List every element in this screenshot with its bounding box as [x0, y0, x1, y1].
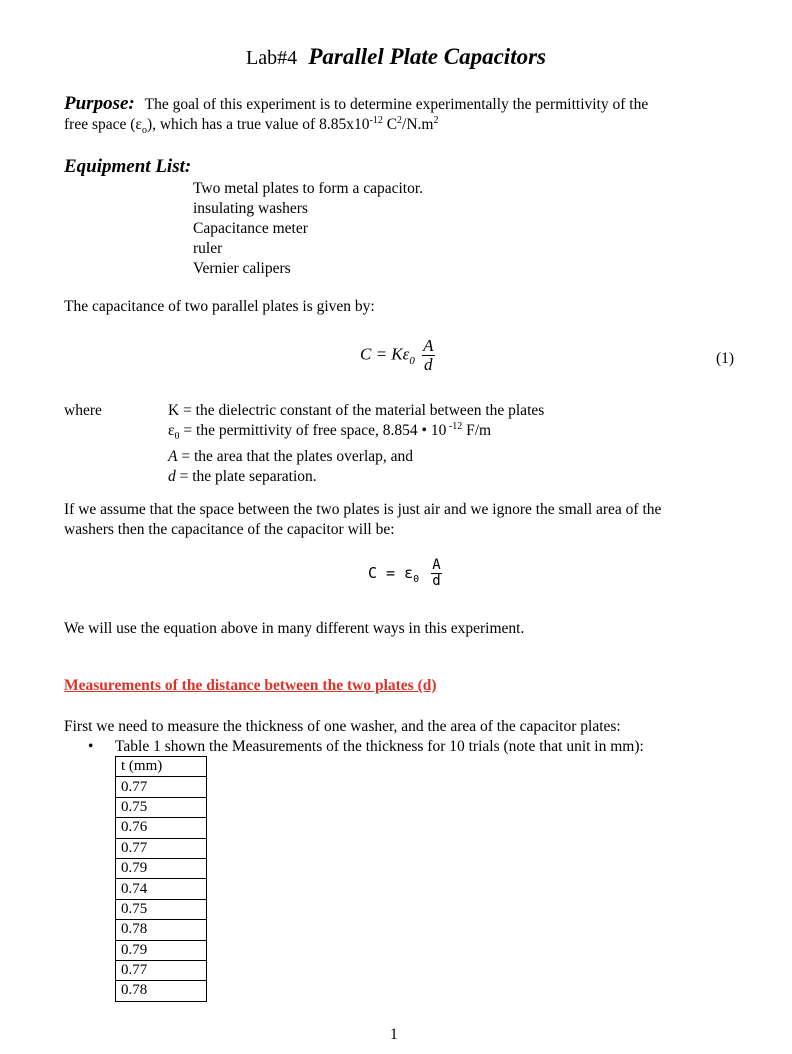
equipment-list: [193, 179, 423, 279]
thickness-table: [115, 756, 207, 1002]
table-row: [116, 899, 207, 919]
equation-number: (1): [716, 350, 735, 367]
table-header-cell: t (mm): [116, 757, 207, 777]
equipment-heading: Equipment List:: [64, 156, 192, 177]
definition-k: K = the dielectric constant of the material between the plates: [168, 402, 545, 419]
page-number: 1: [390, 1026, 398, 1043]
bullet-item: • Table 1 shown the Measurements of the thickness for 10 trials (note that unit in mm):: [88, 738, 644, 755]
table-cell: 0.76: [116, 818, 207, 838]
table-cell: 0.75: [116, 899, 207, 919]
definition-a: A = the area that the plates overlap, and: [168, 448, 414, 466]
equation-1: $C = K\varepsilon_0$ $\frac{A}{d}$: [360, 336, 434, 374]
assumption-paragraph: If we assume that the space between the two plates is just air and we ignore the small area of the washers then the capacitance of the capacitor will be:: [64, 501, 662, 538]
section-heading: Measurements of the distance between the two plates (d): [64, 677, 437, 694]
variable-definitions: [168, 401, 544, 487]
equipment-item: ruler: [193, 240, 223, 257]
purpose-line-2: free space $(\varepsilon_o)$, which has a true value of $8.85x10^{-12}$ $C^2/N.m^2$: [64, 114, 439, 137]
table-row: [116, 960, 207, 980]
purpose-line-1: The goal of this experiment is to determine experimentally the permittivity of the: [144, 96, 649, 113]
definition-d: d = the plate separation.: [168, 468, 317, 486]
lab-title: Parallel Plate Capacitors: [308, 44, 546, 69]
denominator: d: [432, 573, 441, 589]
definition-epsilon: $\varepsilon_0$ = the permittivity of free space, 8.854 • 10 $^{-12}$ F/m: [168, 420, 492, 443]
fraction: [431, 558, 441, 589]
table-row: [116, 777, 207, 797]
equipment-item: Vernier calipers: [193, 260, 291, 277]
table-cell: 0.79: [116, 940, 207, 960]
purpose-section: [64, 94, 744, 141]
measurement-table: [115, 756, 207, 1002]
table-row: [116, 940, 207, 960]
equipment-item: Two metal plates to form a capacitor.: [193, 180, 424, 197]
table-row: [116, 981, 207, 1001]
table-cell: 0.77: [116, 960, 207, 980]
table-cell: 0.78: [116, 981, 207, 1001]
table-cell: 0.77: [116, 838, 207, 858]
table-row: [116, 838, 207, 858]
where-label: where: [64, 402, 102, 419]
first-step-text: First we need to measure the thickness of one washer, and the area of the capacitor plates:: [64, 718, 621, 735]
table-cell: 0.74: [116, 879, 207, 899]
capacitance-intro: The capacitance of two parallel plates is given by:: [64, 298, 375, 315]
fraction: [422, 337, 434, 374]
numerator: A: [423, 336, 434, 355]
table-row: [116, 879, 207, 899]
table-row: [116, 797, 207, 817]
table-row: [116, 818, 207, 838]
table-row: [116, 858, 207, 878]
usage-note: We will use the equation above in many different ways in this experiment.: [64, 620, 525, 637]
bullet-icon: •: [88, 738, 94, 755]
page-title: [0, 44, 792, 70]
equation-2: $C = \varepsilon_0$ $\frac{A}{d}$: [368, 557, 441, 589]
table-cell: 0.79: [116, 858, 207, 878]
denominator: d: [424, 355, 433, 374]
table-cell: 0.77: [116, 777, 207, 797]
table-cell: 0.75: [116, 797, 207, 817]
table-cell: 0.78: [116, 920, 207, 940]
table-header-row: [116, 757, 207, 777]
table-row: [116, 920, 207, 940]
numerator: A: [432, 557, 441, 573]
lab-number: Lab#4: [246, 47, 298, 69]
equipment-item: insulating washers: [193, 200, 308, 217]
equipment-item: Capacitance meter: [193, 220, 308, 237]
purpose-label: Purpose:: [64, 93, 135, 114]
